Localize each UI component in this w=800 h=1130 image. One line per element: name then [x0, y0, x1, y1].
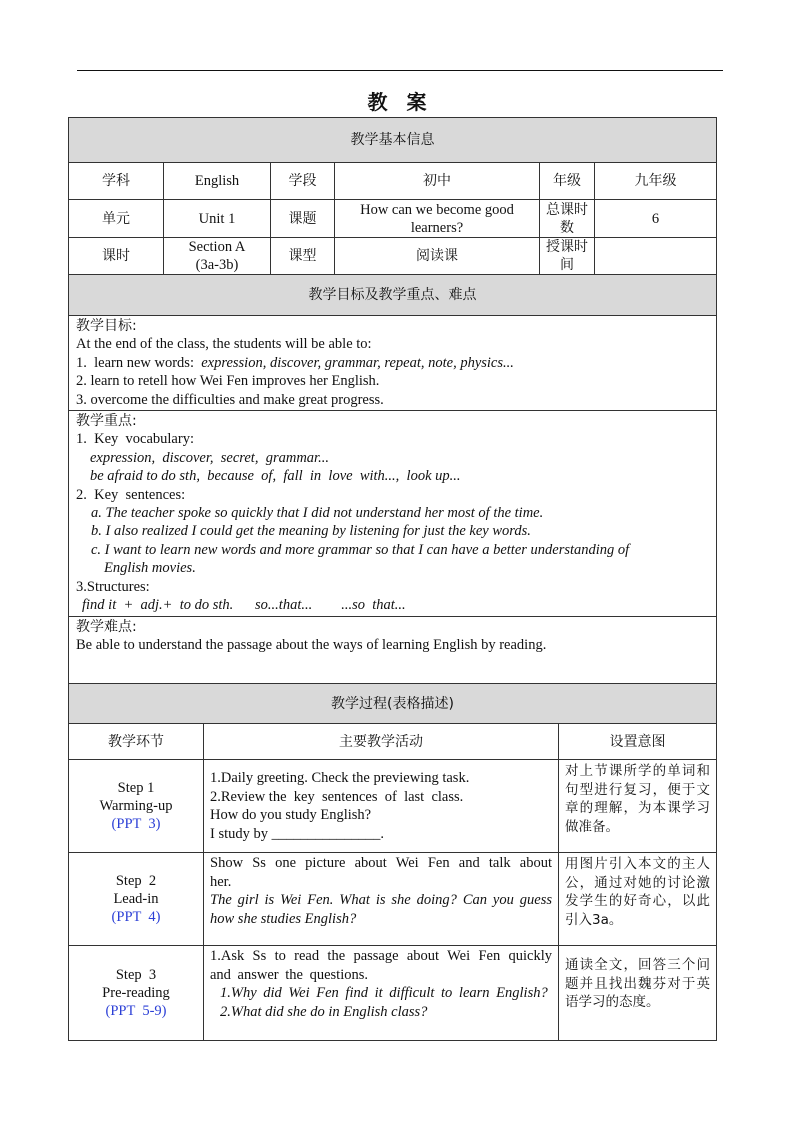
objective-1-words: expression, discover, grammar, repeat, note, physics...	[201, 354, 514, 371]
activity-line: The girl is Wei Fen. What is she doing? Can you guess how she studies English?	[210, 892, 552, 927]
activity-line: 1.Why did Wei Fen find it difficult to learn English?	[220, 985, 548, 1001]
stage-cell	[69, 946, 204, 1041]
objective-1-prefix: 1. learn new words:	[76, 354, 202, 371]
table-row	[69, 946, 717, 1041]
topic-label: 课题	[271, 200, 335, 238]
step-name: Pre-reading	[102, 985, 170, 1001]
activity-line: How do you study English?	[210, 807, 372, 823]
objective-1	[76, 354, 709, 372]
table-row	[69, 760, 717, 853]
difficulty-heading: 教学难点:	[76, 618, 137, 635]
process-table	[68, 683, 717, 1041]
document-title: 教 案	[367, 90, 433, 114]
step-name: Lead-in	[113, 891, 159, 907]
objectives-cell	[69, 316, 717, 411]
sentence-b: b. I also realized I could get the meaning by listening for just the key words.	[91, 523, 531, 540]
step-number: Step 1	[117, 780, 155, 796]
intent-cell: 用图片引入本文的主人公，通过对她的讨论激发学生的好奇心，以此引入3a。	[559, 853, 717, 946]
activity-line: I study by _______________.	[210, 825, 384, 842]
structures-line: find it + adj.+ to do sth. so...that... ...so that...	[82, 597, 406, 614]
period-value-line1: Section A	[188, 239, 246, 255]
sentence-c-line-2: English movies.	[104, 560, 196, 577]
lesson-type-label: 课型	[271, 238, 335, 275]
step-number: Step 2	[115, 873, 157, 889]
grade-label: 年级	[540, 163, 595, 200]
teaching-time-label: 授课时间	[540, 238, 595, 275]
total-periods-label: 总课时数	[540, 200, 595, 238]
total-periods-value: 6	[595, 200, 717, 238]
vocabulary-line-1: expression, discover, secret, grammar...	[90, 449, 329, 466]
stage-value: 初中	[335, 163, 540, 200]
stage-cell	[69, 760, 204, 853]
step-number: Step 3	[115, 967, 157, 983]
unit-value: Unit 1	[164, 200, 271, 238]
activity-line: 2.What did she do in English class?	[220, 1003, 428, 1020]
col-stage-header: 教学环节	[69, 724, 204, 760]
activity-line: Show Ss one picture about Wei Fen and talk about her.	[210, 855, 552, 890]
objective-3: 3. overcome the difficulties and make great progress.	[76, 391, 384, 408]
activity-cell	[204, 760, 559, 853]
stage-label: 学段	[271, 163, 335, 200]
table-row	[69, 853, 717, 946]
ppt-ref: (PPT 3)	[111, 816, 161, 832]
key-points-heading: 教学重点:	[76, 413, 137, 430]
header-rule	[77, 70, 723, 71]
objectives-intro: At the end of the class, the students will be able to:	[76, 336, 372, 353]
col-intent-header: 设置意图	[559, 724, 717, 760]
period-label: 课时	[69, 238, 164, 275]
sentence-c-line-1: c. I want to learn new words and more grammar so that I can have a better understanding of	[91, 541, 630, 558]
period-value	[164, 238, 271, 275]
subject-label: 学科	[69, 163, 164, 200]
col-activity-header: 主要教学活动	[204, 724, 559, 760]
process-header: 教学过程(表格描述)	[69, 684, 717, 724]
key-sentences-label: 2. Key sentences:	[76, 486, 186, 503]
key-vocabulary-label: 1. Key vocabulary:	[76, 431, 194, 448]
stage-cell	[69, 853, 204, 946]
objectives-heading: 教学目标:	[76, 318, 137, 334]
difficulty-cell	[69, 616, 717, 684]
goals-header: 教学目标及教学重点、难点	[69, 275, 717, 316]
objective-2: 2. learn to retell how Wei Fen improves her English.	[76, 373, 380, 390]
key-points-cell	[69, 411, 717, 616]
teaching-time-value	[595, 238, 717, 275]
structures-label: 3.Structures:	[76, 578, 150, 595]
vocabulary-line-2: be afraid to do sth, because of, fall in love with..., look up...	[90, 468, 461, 485]
ppt-ref: (PPT 5-9)	[105, 1003, 167, 1019]
period-value-line2: (3a-3b)	[195, 257, 239, 273]
basic-info-table	[68, 117, 717, 685]
ppt-ref: (PPT 4)	[111, 909, 161, 925]
intent-cell: 通读全文，回答三个问题并且找出魏芬对于英语学习的态度。	[559, 946, 717, 1041]
topic-value: How can we become good learners?	[335, 200, 540, 238]
intent-cell: 对上节课所学的单词和句型进行复习，便于文章的理解，为本课学习做准备。	[559, 760, 717, 853]
subject-value: English	[164, 163, 271, 200]
grade-value: 九年级	[595, 163, 717, 200]
sentence-a: a. The teacher spoke so quickly that I did not understand her most of the time.	[91, 505, 544, 522]
activity-line: 1.Daily greeting. Check the previewing task.	[210, 770, 470, 786]
basic-info-header: 教学基本信息	[69, 118, 717, 163]
step-name: Warming-up	[99, 798, 173, 814]
unit-label: 单元	[69, 200, 164, 238]
activity-line: 1.Ask Ss to read the passage about Wei Fen quickly and answer the questions.	[210, 948, 552, 983]
lesson-type-value: 阅读课	[335, 238, 540, 275]
activity-line: 2.Review the key sentences of last class.	[210, 788, 464, 805]
activity-cell	[204, 946, 559, 1041]
activity-cell	[204, 853, 559, 946]
difficulty-text: Be able to understand the passage about the ways of learning English by reading.	[76, 636, 547, 653]
